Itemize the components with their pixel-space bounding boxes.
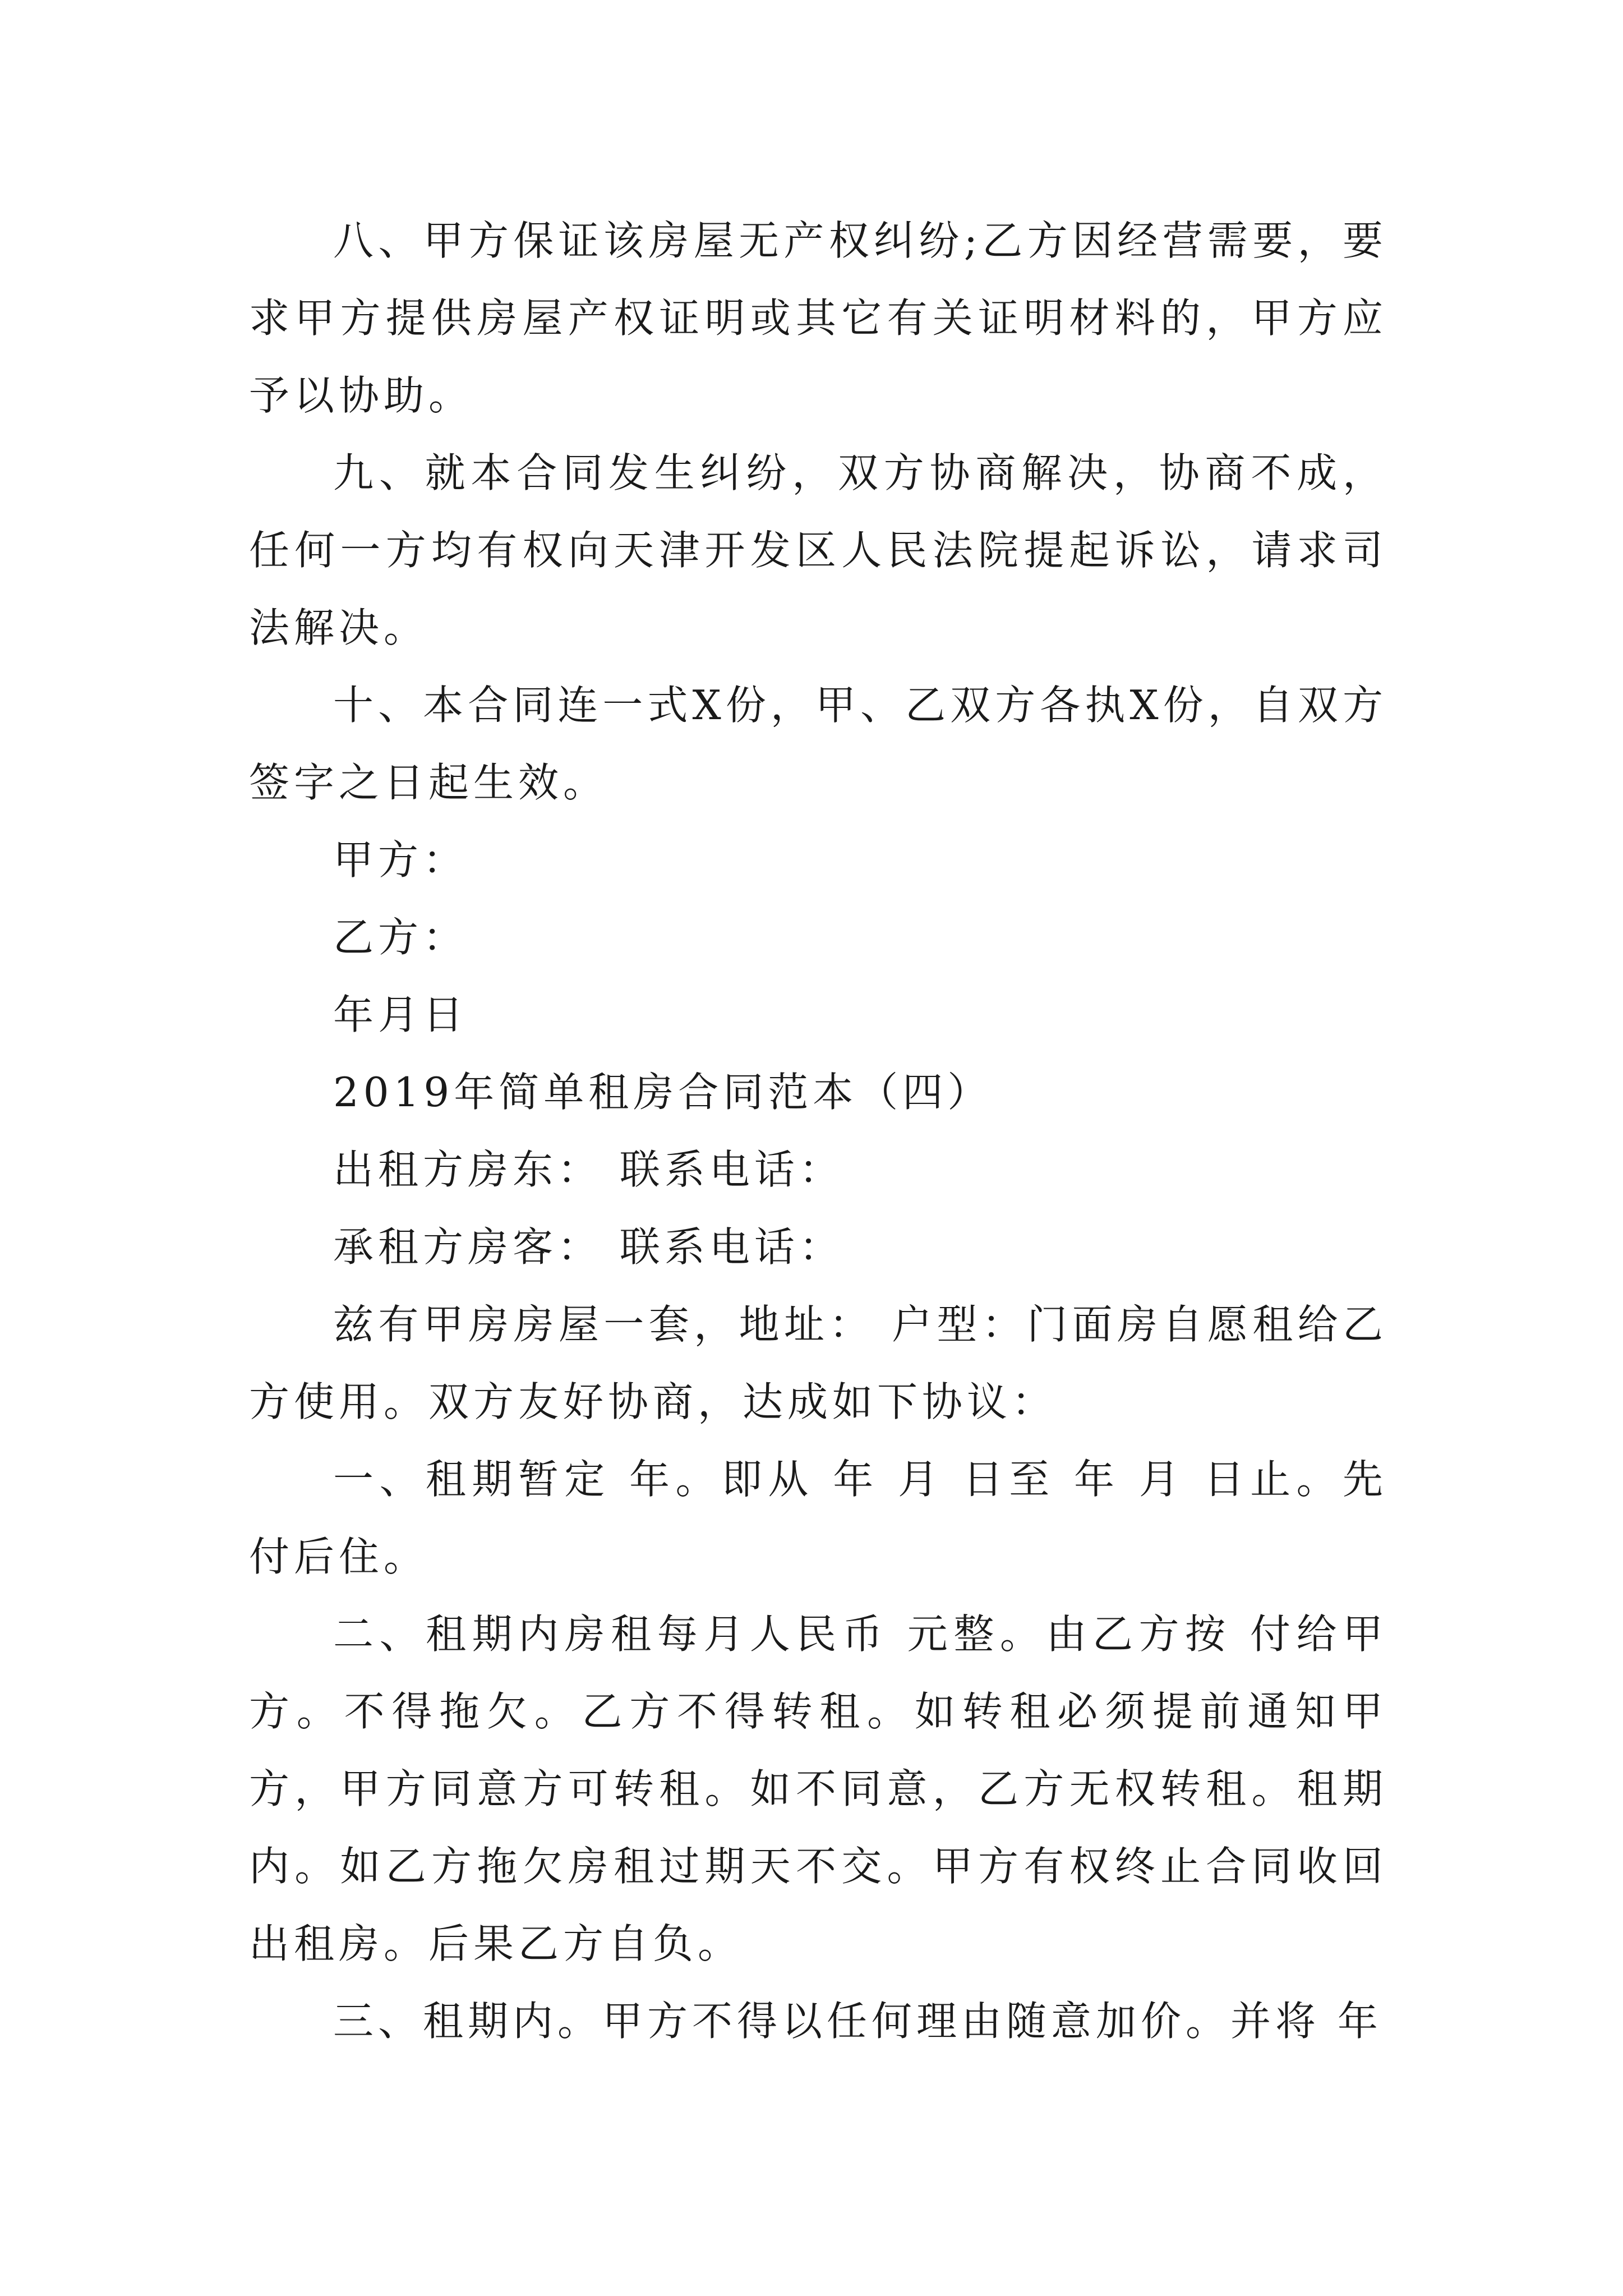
section-title: 2019年简单租房合同范本（四） xyxy=(333,1069,993,1116)
clause-2: 二、租期内房租每月人民币 元整。由乙方按 付给甲方。不得拖欠。乙方不得转租。如转租必须提前通知甲方，甲方同意方可转租。如不同意，乙方无权转租。租期内。如乙方拖欠房租过期天不交。甲方有权终止合同收回出租房。后果乙方自负。 xyxy=(249,1611,1387,1967)
landlord-line: 出租方房东： 联系电话： xyxy=(333,1146,844,1193)
clause-3: 三、租期内。甲方不得以任何理由随意加价。并将 年 xyxy=(333,1998,1382,2045)
party-b-signature-line: 乙方： xyxy=(333,914,468,961)
party-a-signature-line: 甲方： xyxy=(333,836,468,884)
clause-9: 九、就本合同发生纠纷，双方协商解决，协商不成，任何一方均有权向天津开发区人民法院提起诉讼，请求司法解决。 xyxy=(249,449,1387,651)
clause-1: 一、租期暂定 年。即从 年 月 日至 年 月 日止。先付后住。 xyxy=(249,1456,1387,1580)
clause-10: 十、本合同连一式X份，甲、乙双方各执X份，自双方签字之日起生效。 xyxy=(249,682,1387,806)
tenant-line: 承租方房客： 联系电话： xyxy=(333,1223,844,1271)
document-page xyxy=(249,202,1387,2060)
clause-8: 八、甲方保证该房屋无产权纠纷;乙方因经营需要，要求甲方提供房屋产权证明或其它有关证明材料的，甲方应予以协助。 xyxy=(249,217,1387,419)
date-line: 年月日 xyxy=(333,991,468,1038)
intro-paragraph: 兹有甲房房屋一套，地址： 户型：门面房自愿租给乙方使用。双方友好协商，达成如下协议： xyxy=(249,1301,1387,1425)
